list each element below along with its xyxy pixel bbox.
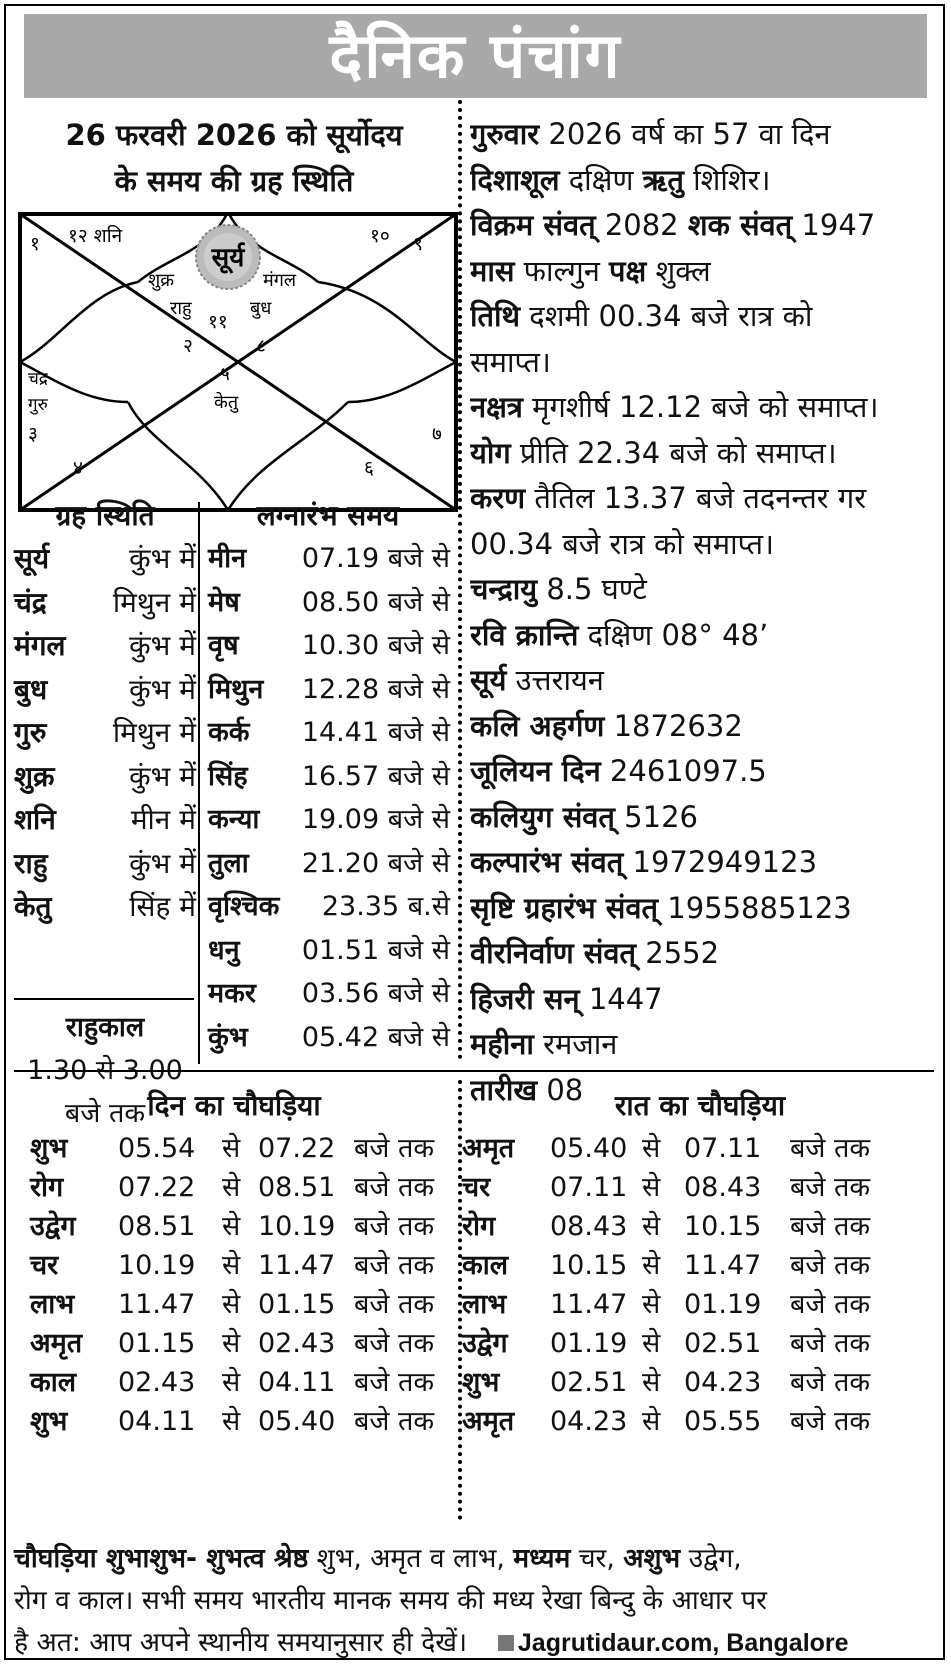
lagna-time: 07.19 बजे से xyxy=(301,543,450,574)
kundli-label: ६ xyxy=(364,457,374,479)
panchang-value: 1947 xyxy=(792,208,876,242)
lagna-time: 23.35 ब.से xyxy=(321,891,450,922)
choghadiya-tak: बजे तक xyxy=(790,1211,871,1242)
lagna-rashi: मेष xyxy=(208,586,240,618)
graha-sthiti-heading: ग्रह स्थिति xyxy=(55,499,155,532)
graha-row xyxy=(14,841,196,887)
brand-square-icon xyxy=(498,1635,514,1651)
lagna-time: 12.28 बजे से xyxy=(301,673,450,705)
panchang-line xyxy=(470,249,940,295)
panchang-value: प्रीति 22.34 बजे को समाप्त। xyxy=(510,435,837,470)
kundli-label: राहु xyxy=(170,298,192,319)
panchang-line xyxy=(470,704,940,750)
choghadiya-from: 08.43 xyxy=(550,1211,628,1242)
panchang-key: शक संवत् xyxy=(687,208,793,242)
graha-row xyxy=(14,754,196,800)
rahukaal-suffix: बजे तक xyxy=(64,1098,146,1129)
panchang-key: मास xyxy=(470,253,515,288)
panchang-line xyxy=(470,977,940,1023)
graha-planet: बुध xyxy=(14,672,48,706)
graha-row xyxy=(14,623,196,669)
kundli-label: शुक्र xyxy=(148,270,175,291)
panchang-key: कल्पारंभ संवत् xyxy=(470,845,624,879)
choghadiya-row xyxy=(30,1401,434,1443)
choghadiya-tak: बजे तक xyxy=(790,1406,871,1437)
lagna-time: 16.57 बजे से xyxy=(301,760,450,792)
footer-line-2: रोग व काल। सभी समय भारतीय मानक समय की मध्य रेखा बिन्दु के आधार पर xyxy=(14,1585,767,1616)
panchang-value: 1955885123 xyxy=(658,890,852,925)
footer-brand: Jagrutidaur.com, Bangalore xyxy=(517,1629,849,1657)
footer-text-1: शुभ, अमृत व लाभ, xyxy=(308,1543,514,1574)
footer-bold-1: चौघड़िया शुभाशुभ- शुभत्व श्रेष्ठ xyxy=(14,1543,309,1574)
graha-row xyxy=(14,536,196,582)
panchang-line xyxy=(470,385,940,431)
lagna-rashi: तुला xyxy=(208,847,249,879)
graha-heading-line-1: 26 फरवरी 2026 को सूर्योदय xyxy=(65,118,403,152)
panchang-value: उत्तरायन xyxy=(506,663,604,697)
panchang-value: 08 xyxy=(537,1072,584,1107)
din-choghadiya-heading: दिन का चौघड़िया xyxy=(147,1089,321,1122)
choghadiya-from: 07.22 xyxy=(118,1172,196,1203)
choghadiya-to: 02.51 xyxy=(684,1328,762,1359)
panchang-value: 2082 xyxy=(595,208,688,242)
graha-row xyxy=(14,797,196,843)
panchang-line xyxy=(470,158,940,204)
kundli-label: केतु xyxy=(214,392,239,413)
kundli-label: बुध xyxy=(250,298,272,319)
graha-planet: चंद्र xyxy=(14,585,47,619)
choghadiya-se: से xyxy=(642,1406,661,1437)
kundli-label: ११ xyxy=(208,311,228,333)
lagna-row xyxy=(208,797,450,842)
choghadiya-from: 04.11 xyxy=(118,1406,196,1437)
kundli-label: ७ xyxy=(432,423,442,445)
choghadiya-to: 08.51 xyxy=(258,1172,336,1203)
panchang-value: 1447 xyxy=(579,981,663,1016)
rahukaal-time: 1.30 से 3.00 xyxy=(27,1055,183,1086)
choghadiya-name: चर xyxy=(462,1172,491,1203)
choghadiya-name: काल xyxy=(462,1250,509,1281)
choghadiya-name: लाभ xyxy=(462,1289,507,1320)
choghadiya-se: से xyxy=(222,1172,241,1203)
lagna-row xyxy=(208,971,450,1016)
panchang-value: फाल्गुन xyxy=(514,253,610,288)
panchang-value: 2461097.5 xyxy=(600,754,767,788)
choghadiya-name: रोग xyxy=(462,1211,496,1242)
lagna-rashi: मीन xyxy=(208,543,247,574)
panchang-key: सृष्टि ग्रहारंभ संवत् xyxy=(470,890,659,925)
kundli-center-label: सूर्य xyxy=(211,243,245,273)
graha-heading-line-2: के समय की ग्रह स्थिति xyxy=(114,164,354,198)
panchang-value: 2026 वर्ष का 57 वा दिन xyxy=(539,117,831,151)
choghadiya-se: से xyxy=(222,1250,241,1281)
kundli-label: १० xyxy=(370,225,390,247)
panchang-line xyxy=(470,294,940,340)
choghadiya-from: 10.15 xyxy=(550,1250,628,1281)
choghadiya-name: चर xyxy=(30,1250,59,1281)
lagna-time: 08.50 बजे से xyxy=(301,586,450,618)
panchang-line xyxy=(470,476,940,522)
choghadiya-tak: बजे तक xyxy=(790,1250,871,1281)
lagna-time: 05.42 बजे से xyxy=(301,1021,450,1053)
choghadiya-se: से xyxy=(642,1133,661,1164)
choghadiya-tak: बजे तक xyxy=(790,1367,871,1398)
choghadiya-row xyxy=(30,1206,434,1248)
choghadiya-name: रोग xyxy=(30,1172,64,1203)
choghadiya-name: अमृत xyxy=(30,1328,83,1359)
choghadiya-row xyxy=(462,1362,870,1404)
panchang-value: 1972949123 xyxy=(623,845,818,879)
panchang-line xyxy=(470,203,940,249)
choghadiya-from: 01.15 xyxy=(118,1328,196,1359)
choghadiya-row xyxy=(462,1284,870,1326)
choghadiya-to: 07.11 xyxy=(684,1133,762,1164)
lagna-time: 03.56 बजे से xyxy=(301,978,450,1009)
graha-sign: कुंभ में xyxy=(129,672,196,706)
choghadiya-row xyxy=(30,1245,434,1287)
choghadiya-to: 05.40 xyxy=(258,1406,336,1437)
choghadiya-se: से xyxy=(642,1172,661,1203)
lagna-row xyxy=(208,841,450,886)
choghadiya-tak: बजे तक xyxy=(354,1250,435,1281)
choghadiya-se: से xyxy=(642,1289,661,1320)
choghadiya-name: अमृत xyxy=(462,1133,515,1164)
choghadiya-to: 04.23 xyxy=(684,1367,762,1398)
kundli-right-petal xyxy=(318,282,456,402)
choghadiya-from: 02.43 xyxy=(118,1367,196,1398)
graha-sign: मिथुन में xyxy=(112,585,196,619)
graha-heading xyxy=(14,112,454,204)
panchang-key: हिजरी सन् xyxy=(470,981,580,1016)
choghadiya-from: 11.47 xyxy=(550,1289,628,1320)
choghadiya-from: 08.51 xyxy=(118,1211,196,1242)
lagna-time: 01.51 बजे से xyxy=(301,934,450,966)
panchang-key: तिथि xyxy=(470,299,521,333)
graha-sign: कुंभ में xyxy=(129,629,196,662)
lagna-rashi: मकर xyxy=(208,978,256,1009)
footer-bold-2: मध्यम xyxy=(513,1543,571,1574)
choghadiya-se: से xyxy=(642,1328,661,1359)
choghadiya-se: से xyxy=(222,1328,241,1359)
choghadiya-row xyxy=(462,1206,870,1248)
graha-sign: मिथुन में xyxy=(112,716,196,749)
kundli-label: ९ xyxy=(413,233,423,255)
panchang-key: कलि अहर्गण xyxy=(470,708,605,743)
choghadiya-name: उद्वेग xyxy=(462,1328,508,1359)
panchang-value: 1872632 xyxy=(604,708,743,743)
panchang-value: मृगशीर्ष 12.12 बजे को समाप्त। xyxy=(522,390,879,424)
choghadiya-row xyxy=(30,1323,434,1365)
choghadiya-name: शुभ xyxy=(30,1406,68,1437)
choghadiya-tak: बजे तक xyxy=(354,1289,435,1320)
panchang-value: तैतिल 13.37 बजे तदनन्तर गर xyxy=(525,481,867,515)
choghadiya-tak: बजे तक xyxy=(790,1133,871,1164)
kundli-label: १ xyxy=(30,233,40,255)
panchang-line xyxy=(470,340,940,386)
choghadiya-from: 05.40 xyxy=(550,1133,628,1164)
choghadiya-tak: बजे तक xyxy=(790,1289,871,1320)
panchang-value: 2552 xyxy=(636,936,720,970)
lagna-heading: लग्नारंभ समय xyxy=(256,499,400,532)
lagna-rashi: वृश्चिक xyxy=(208,891,280,922)
choghadiya-from: 07.11 xyxy=(550,1172,628,1203)
panchang-key: सूर्य xyxy=(470,663,507,697)
kundli-label: ३ xyxy=(28,423,38,445)
panchang-line xyxy=(470,431,940,477)
panchang-key: रवि क्रान्ति xyxy=(470,617,579,652)
choghadiya-name: शुभ xyxy=(462,1367,500,1398)
lagna-rashi: कर्क xyxy=(208,717,250,748)
lagna-divider xyxy=(198,502,200,1064)
choghadiya-tak: बजे तक xyxy=(354,1328,435,1359)
panchang-line xyxy=(470,931,940,977)
choghadiya-to: 08.43 xyxy=(684,1172,762,1203)
choghadiya-row xyxy=(30,1362,434,1404)
graha-sign: सिंह में xyxy=(129,890,196,923)
panchang-key: योग xyxy=(470,435,511,470)
graha-planet: मंगल xyxy=(14,629,66,662)
graha-planet: गुरु xyxy=(14,716,47,749)
graha-planet: शुक्र xyxy=(14,759,55,793)
panchang-line xyxy=(470,795,940,841)
panchang-key: महीना xyxy=(470,1027,534,1061)
panchang-value: रमजान xyxy=(533,1027,618,1061)
choghadiya-tak: बजे तक xyxy=(790,1328,871,1359)
choghadiya-to: 11.47 xyxy=(684,1250,762,1281)
lagna-row xyxy=(208,1015,450,1060)
panchang-value: समाप्त। xyxy=(470,344,551,379)
choghadiya-divider xyxy=(14,1070,934,1072)
lagna-row xyxy=(208,536,450,581)
lagna-time: 10.30 बजे से xyxy=(301,630,450,661)
choghadiya-se: से xyxy=(222,1367,241,1398)
choghadiya-from: 04.23 xyxy=(550,1406,628,1437)
kundli-label: १२ शनि xyxy=(68,225,123,247)
graha-planet: केतु xyxy=(14,890,52,923)
rahukaal-divider xyxy=(14,998,194,1000)
choghadiya-from: 11.47 xyxy=(118,1289,196,1320)
panchang-key: करण xyxy=(470,481,526,515)
lagna-rashi: कन्या xyxy=(208,804,260,835)
footer-line-1 xyxy=(14,1538,939,1580)
choghadiya-tak: बजे तक xyxy=(790,1172,871,1203)
lagna-rashi: धनु xyxy=(208,934,240,966)
footer-note xyxy=(14,1538,939,1664)
choghadiya-row xyxy=(462,1128,870,1170)
panchang-value: शिशिर। xyxy=(683,162,771,197)
choghadiya-to: 10.15 xyxy=(684,1211,762,1242)
lagna-rashi: सिंह xyxy=(208,760,248,792)
panchang-line xyxy=(470,613,940,659)
panchang-key: ऋतु xyxy=(642,162,684,197)
lagna-rashi: वृष xyxy=(208,630,239,661)
panchang-key: गुरुवार xyxy=(470,117,540,151)
choghadiya-tak: बजे तक xyxy=(354,1406,435,1437)
choghadiya-to: 07.22 xyxy=(258,1133,336,1164)
choghadiya-se: से xyxy=(222,1289,241,1320)
footer-bold-3: अशुभ xyxy=(623,1543,681,1574)
rahukaal-heading: राहुकाल xyxy=(65,1012,145,1043)
choghadiya-row xyxy=(462,1245,870,1287)
panchang-key: तारीख xyxy=(470,1072,538,1107)
choghadiya-tak: बजे तक xyxy=(354,1172,435,1203)
panchang-line xyxy=(470,112,940,158)
choghadiya-tak: बजे तक xyxy=(354,1211,435,1242)
lagna-time: 14.41 बजे से xyxy=(301,717,450,748)
panchang-value: दशमी 00.34 बजे रात्र को xyxy=(520,299,813,333)
choghadiya-name: काल xyxy=(30,1367,77,1398)
panchang-line xyxy=(470,840,940,886)
choghadiya-from: 05.54 xyxy=(118,1133,196,1164)
panchang-key: पक्ष xyxy=(609,253,647,288)
kundli-label: ४ xyxy=(73,457,83,479)
panchang-key: दिशाशूल xyxy=(470,162,560,197)
lagna-rashi: कुंभ xyxy=(208,1021,248,1053)
choghadiya-se: से xyxy=(222,1133,241,1164)
graha-sign: मीन में xyxy=(130,803,196,836)
choghadiya-name: अमृत xyxy=(462,1406,515,1437)
lagna-row xyxy=(208,928,450,973)
choghadiya-tak: बजे तक xyxy=(354,1133,435,1164)
panchang-value: 8.5 घण्टे xyxy=(537,572,647,606)
panchang-key: नक्षत्र xyxy=(470,390,523,424)
choghadiya-row xyxy=(30,1167,434,1209)
choghadiya-name: लाभ xyxy=(30,1289,75,1320)
panchang-value: 00.34 बजे रात्र को समाप्त। xyxy=(470,526,775,561)
raat-choghadiya-heading: रात का चौघड़िया xyxy=(614,1089,786,1122)
choghadiya-to: 01.15 xyxy=(258,1289,336,1320)
panchang-key: कलियुग संवत् xyxy=(470,799,615,834)
panchang-line xyxy=(470,749,940,795)
footer-line-3-text: है अत: आप अपने स्थानीय समयानुसार ही देखें। xyxy=(14,1627,468,1658)
choghadiya-from: 01.19 xyxy=(550,1328,628,1359)
panchang-key: चन्द्रायु xyxy=(470,572,538,606)
panchang-line xyxy=(470,1022,940,1068)
choghadiya-se: से xyxy=(642,1250,661,1281)
panchang-value: दक्षिण 08° 48’ xyxy=(578,617,769,652)
panchang-value: दक्षिण xyxy=(559,162,643,197)
choghadiya-to: 02.43 xyxy=(258,1328,336,1359)
kundli-label: चंद्र xyxy=(28,369,48,389)
graha-row xyxy=(14,884,196,930)
choghadiya-row xyxy=(30,1128,434,1170)
choghadiya-from: 10.19 xyxy=(118,1250,196,1281)
choghadiya-to: 10.19 xyxy=(258,1211,336,1242)
lagna-row xyxy=(208,884,450,929)
choghadiya-se: से xyxy=(642,1367,661,1398)
choghadiya-se: से xyxy=(642,1211,661,1242)
lagna-row xyxy=(208,667,450,712)
graha-planet: शनि xyxy=(14,803,56,836)
choghadiya-name: शुभ xyxy=(30,1133,68,1164)
choghadiya-row xyxy=(30,1284,434,1326)
graha-row xyxy=(14,667,196,713)
panchang-line xyxy=(470,567,940,613)
kundli-label: गुरु xyxy=(28,395,48,415)
kundli-label: मंगल xyxy=(263,270,297,291)
graha-sign: कुंभ में xyxy=(129,846,196,880)
choghadiya-row xyxy=(462,1401,870,1443)
lagna-time: 19.09 बजे से xyxy=(301,804,450,835)
graha-planet: सूर्य xyxy=(14,542,50,575)
panchang-line xyxy=(470,886,940,932)
graha-sign: कुंभ में xyxy=(129,759,196,793)
panchang-value: शुक्ल xyxy=(646,253,711,288)
panchang-value: 5126 xyxy=(614,799,698,834)
choghadiya-to: 04.11 xyxy=(258,1367,336,1398)
lagna-rashi: मिथुन xyxy=(208,673,264,705)
choghadiya-name: उद्वेग xyxy=(30,1211,76,1242)
page-title: दैनिक पंचांग xyxy=(24,14,927,98)
lagna-row xyxy=(208,580,450,625)
kundli-bottom-petal xyxy=(128,402,348,510)
panchang-key: जूलियन दिन xyxy=(470,754,601,788)
footer-line-3 xyxy=(14,1622,939,1664)
footer-text-3: उद्वेग, xyxy=(680,1543,742,1574)
lagna-time: 21.20 बजे से xyxy=(301,847,450,879)
choghadiya-row xyxy=(462,1167,870,1209)
kundli-label: २ xyxy=(183,335,193,357)
kundli-label: ५ xyxy=(220,363,230,385)
lagna-row xyxy=(208,710,450,755)
panchang-line xyxy=(470,658,940,704)
choghadiya-tak: बजे तक xyxy=(354,1367,435,1398)
graha-sign: कुंभ में xyxy=(129,542,196,575)
footer-text-2: चर, xyxy=(570,1543,624,1574)
choghadiya-to: 01.19 xyxy=(684,1289,762,1320)
panchang-line xyxy=(470,522,940,568)
choghadiya-se: से xyxy=(222,1211,241,1242)
center-dotted-divider xyxy=(458,100,462,1060)
choghadiya-se: से xyxy=(222,1406,241,1437)
graha-row xyxy=(14,580,196,626)
choghadiya-from: 02.51 xyxy=(550,1367,628,1398)
graha-row xyxy=(14,710,196,756)
choghadiya-row xyxy=(462,1323,870,1365)
kundli-label: ८ xyxy=(256,335,266,357)
graha-planet: राहु xyxy=(14,846,48,880)
panchang-key: वीरनिर्वाण संवत् xyxy=(470,936,637,970)
choghadiya-to: 11.47 xyxy=(258,1250,336,1281)
choghadiya-to: 05.55 xyxy=(684,1406,762,1437)
lagna-row xyxy=(208,623,450,668)
lagna-row xyxy=(208,754,450,799)
kundli-chart xyxy=(18,212,458,512)
panchang-details xyxy=(470,112,940,1113)
panchang-key: विक्रम संवत् xyxy=(470,208,596,242)
